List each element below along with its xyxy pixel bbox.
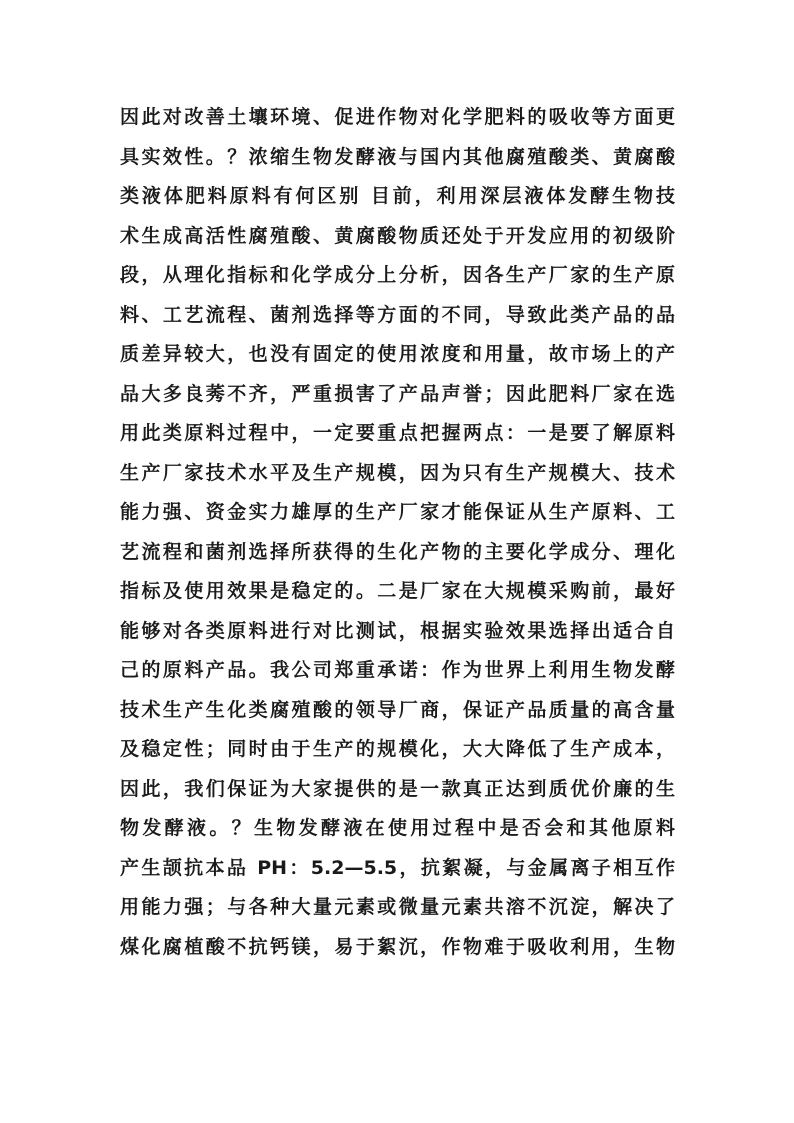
text-line: 生产厂家技术水平及生产规模，因为只有生产规模大、技术 bbox=[120, 461, 675, 484]
text-line: 物发酵液。？生物发酵液在使用过程中是否会和其他原料 bbox=[120, 817, 675, 839]
text-line: 用能力强；与各种大量元素或微量元素共溶不沉淀，解决了 bbox=[120, 896, 675, 918]
text-line: 用此类原料过程中，一定要重点把握两点：一是要了解原料 bbox=[120, 422, 675, 444]
text-line: 类液体肥料原料有何区别 目前，利用深层液体发酵生物技 bbox=[120, 185, 675, 207]
text-line: 艺流程和菌剂选择所获得的生化产物的主要化学成分、理化 bbox=[120, 540, 675, 563]
text-line: 技术生产生化类腐殖酸的领导厂商，保证产品质量的高含量 bbox=[120, 698, 675, 721]
text-line: 因此，我们保证为大家提供的是一款真正达到质优价廉的生 bbox=[120, 777, 675, 800]
text-line: 因此对改善土壤环境、促进作物对化学肥料的吸收等方面更 bbox=[120, 106, 675, 128]
text-line: 产生颉抗本品 PH：5.2—5.5，抗絮凝，与金属离子相互作 bbox=[120, 856, 675, 879]
body-text bbox=[120, 98, 675, 967]
text-line: 能够对各类原料进行对比测试，根据实验效果选择出适合自 bbox=[120, 619, 675, 642]
text-line: 段，从理化指标和化学成分上分析，因各生产厂家的生产原 bbox=[120, 264, 675, 286]
text-line: 术生成高活性腐殖酸、黄腐酸物质还处于开发应用的初级阶 bbox=[120, 224, 675, 247]
text-line: 能力强、资金实力雄厚的生产厂家才能保证从生产原料、工 bbox=[120, 501, 675, 523]
text-line: 品大多良莠不齐，严重损害了产品声誉；因此肥料厂家在选 bbox=[120, 382, 675, 405]
text-line: 己的原料产品。我公司郑重承诺：作为世界上利用生物发酵 bbox=[120, 659, 675, 681]
text-line: 煤化腐植酸不抗钙镁，易于絮沉，作物难于吸收利用，生物 bbox=[120, 935, 675, 958]
text-line: 料、工艺流程、菌剂选择等方面的不同，导致此类产品的品 bbox=[120, 303, 675, 326]
text-line: 具实效性。？浓缩生物发酵液与国内其他腐殖酸类、黄腐酸 bbox=[120, 145, 675, 168]
text-line: 及稳定性；同时由于生产的规模化，大大降低了生产成本， bbox=[120, 738, 675, 760]
text-line: 质差异较大，也没有固定的使用浓度和用量，故市场上的产 bbox=[120, 343, 675, 365]
text-line: 指标及使用效果是稳定的。二是厂家在大规模采购前，最好 bbox=[120, 580, 675, 602]
